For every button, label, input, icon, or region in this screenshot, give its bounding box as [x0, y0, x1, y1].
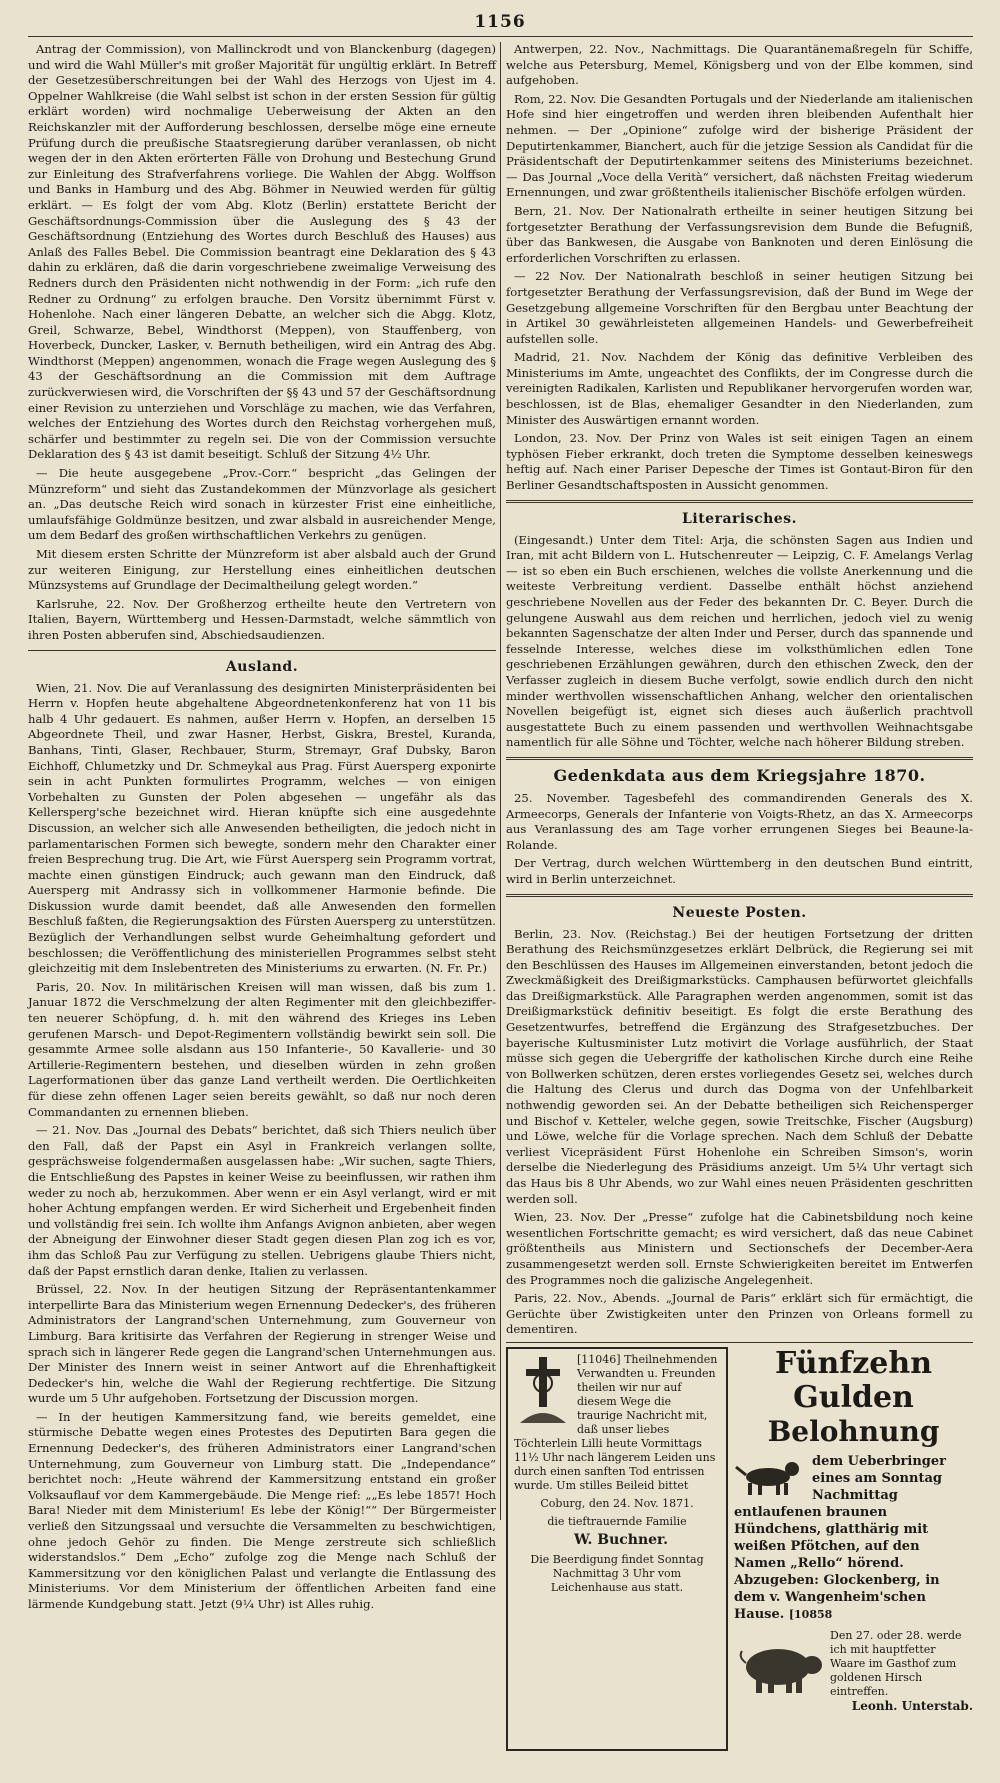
article-paragraph: (Eingesandt.) Unter dem Titel: Arja, die schönsten Sagen aus Indien und Iran, mit acht Bildern von L. Hutschenreuter — Leipzig, C. F. Amelangs Verlag — ist so eben ein Buch erschienen, welches die vollste Anerkennung und die weiteste Verbreitung verdient. Dasselbe enthält höchst anziehend geschriebene Novellen aus der Feder des bekannten Dr. C. Beyer. Durch die gelungene Auswahl aus dem reichen und herrlichen, jedoch viel zu wenig bekannten Sagenschatze der alten Inder und Perser, durch das spannende und fesselnde Interesse, welches diese im volksthümlichen edlen Tone geschriebenen Erzählungen gewähren, durch den ethischen Zweck, den der Verfasser zugleich in diesem Buche verfolgt, sowie endlich durch den nicht minder werthvollen wissenschaftlichen Anhang, welcher den orientalischen Novellen beigefügt ist, eignet sich dieses auch äußerlich prachtvoll ausgestattete Buch zu einem passenden und werthvollen Weihnachtsgabe namentlich für alle Söhne und Töchter, welche nach höherer Bildung streben.: [506, 532, 973, 750]
article-paragraph: Paris, 22. Nov., Abends. „Journal de Paris“ erklärt sich für ermächtigt, die Gerüchte über Zwistigkeiten unter den Prinzen von Orleans formell zu dementiren.: [506, 1291, 973, 1337]
section-rule: [28, 650, 496, 651]
death-notice-name: W. Buchner.: [573, 1531, 669, 1548]
ad-reference: [10858: [788, 1607, 833, 1621]
article-paragraph: Madrid, 21. Nov. Nachdem der König das definitive Verbleiben des Ministeriums im Amte, ungeachtet des Conflikts, der im Congresse durch die vereinigten Radikalen, Karlisten und Republikaner hervorgerufen worden war, beschlossen, ist de Blas, ehemaliger Gesandter in den Niederlanden, zum Minister des Auswärtigen ernannt worden.: [506, 350, 973, 427]
article-paragraph: Wien, 21. Nov. Die auf Veranlassung des designirten Ministerpräsidenten bei Herrn v. Hopfen heute abgehaltene Abgeordnetenkonferenz hat von 11 bis halb 4 Uhr gedauert. Es nahmen, außer Herrn v. Hopfen, an derselben 15 Abgeordnete Theil, und zwar Hasner, Herbst, Giskra, Brestel, Kuranda, Banhans, Tinti, Glaser, Rechbauer, Sturm, Stremayr, Graf Dubsky, Baron Eichhoff, Chlumetzky und Dr. Schmeykal aus Prag. Fürst Auersperg exponirte sein in acht Punkten formulirtes Programm, welches — von einigen Vorbehalten zu Gunsten der Polen abgesehen — ungefähr als das Kellersperg'sche bezeichnet wird. Hieran knüpfte sich eine ausgedehnte Discussion, an welcher sich alle Anwesenden betheiligten, die jedoch nicht in parlamentarischen Formen sich bewegte, sondern mehr den Charakter einer freien Besprechung trug. Die Art, wie Fürst Auersperg sein Programm vortrat, machte einen günstigen Eindruck; auch gewann man den Eindruck, daß Auersperg mit Andrassy sich in vollkommener Harmonie befinde. Die Diskussion wurde damit beendet, daß alle Anwesenden den formellen Beschluß faßten, die Regierungsaktion des Fürsten Auersperg zu unterstützen. Bezüglich der Verhandlungen selbst wurde Geheimhaltung gefordert und beschlossen; die Veröffentlichung des ministeriellen Programmes selbst steht gleichzeitig mit dem Inslebentreten des Ministeriums zu erwarten. (N. Fr. Pr.): [28, 680, 496, 976]
advertisement-area: [506, 1342, 973, 1783]
section-rule: [506, 894, 973, 897]
section-heading-ausland: Ausland.: [225, 658, 299, 675]
death-notice-place: Coburg, den 24. Nov. 1871.: [540, 1496, 694, 1510]
article-paragraph: Der Vertrag, durch welchen Württemberg in den deutschen Bund eintritt, wird in Berlin unterzeichnet.: [506, 856, 973, 886]
reward-subheadline: Belohnung: [767, 1414, 940, 1448]
section-heading-literarisches: Literarisches.: [682, 510, 797, 527]
section-rule: [506, 757, 973, 760]
death-notice-family: die tieftrauernde Familie: [547, 1514, 687, 1528]
article-paragraph: — 22 Nov. Der Nationalrath beschloß in seiner heutigen Sitzung bei fortgesetzter Berathung der Verfassungsrevision, daß der Bund im Wege der Gesetzgebung allgemeine Vorschriften für den Bergbau unter Beachtung der in Artikel 30 gewährleisteten allgemeinen Handels- und Gewerbefreiheit aufstellen solle.: [506, 269, 973, 346]
reward-headline: Fünfzehn Gulden: [774, 1345, 933, 1415]
article-paragraph: — In der heutigen Kammersitzung fand, wie bereits gemeldet, eine stürmische Debatte wegen eines Protestes des Deputirten Bara gegen die Ernennung Dedecker's, des früheren Administrators einer Langrand'schen Unternehmung, zum Gouverneur von Limburg statt. Die „Independance“ berichtet noch: „Heute während der Kammersitzung entstand ein großer Volksauflauf vor dem Kammergebäude. Die Menge rief: „„Es lebe 1857! Hoch Bara! Nieder mit dem Ministerium! Es lebe der König!““ Der Bürgermeister verließ den Sitzungssaal und versuchte die Versammelten zu beschwichtigen, ohne jedoch Gehör zu finden. Die Menge zerstreute sich schließlich widerstandslos.“ Dem „Echo“ zufolge zog die Menge nach Schluß der Kammersitzung vor den königlichen Palast und verlangte die Entlassung des Ministeriums. Vor dem Ministerium der öffentlichen Arbeiten fand eine lärmende Kundgebung statt. Jetzt (9¼ Uhr) ist Alles ruhig.: [28, 1409, 496, 1611]
left-column: [28, 42, 496, 1611]
article-paragraph: Karlsruhe, 22. Nov. Der Großherzog ertheilte heute den Vertretern von Italien, Bayern, Württemberg und Hessen-Darmstadt, welche sämmtlich von ihren Posten abberufen sind, Abschiedsaudienzen.: [28, 596, 496, 642]
article-paragraph: Mit diesem ersten Schritte der Münzreform ist aber alsbald auch der Grund zur weiteren Einigung, zur Herstellung eines einheitlichen deutschen Münzsystems auf Grundlage der Decimaltheilung gelegt worden.“: [28, 547, 496, 593]
article-paragraph: 25. November. Tagesbefehl des commandirenden Generals des X. Armeecorps, Generals der Infanterie von Voigts-Rhetz, an das X. Armeecorps aus Veranlassung des am Tage vorher errungenen Sieges bei Beaune-la-Rolande.: [506, 790, 973, 852]
article-paragraph: — Die heute ausgegebene „Prov.-Corr.“ bespricht „das Gelingen der Münzreform“ und sieht das Zustandekommen der Münzvorlage als gesichert an. „Das deutsche Reich wird sonach in kürzester Frist eine einheitliche, umlaufsfähige Goldmünze besitzen, und zwar alsbald in ausreichender Menge, um dem Bedarf des großen wirthschaftlichen Verkehrs zu genügen.: [28, 466, 496, 543]
article-paragraph: Rom, 22. Nov. Die Gesandten Portugals und der Niederlande am italienischen Hofe sind hier eingetroffen und werden ihren bleibenden Aufenthalt hier nehmen. — Der „Opinione“ zufolge wird der bisherige Präsident der Deputirtenkammer, Bianchert, auch für die jetzige Session als Candidat für die Präsidentschaft der Deputirtenkammer seitens des Ministeriums bezeichnet. — Das Journal „Voce della Verità“ versichert, daß nächsten Freitag wiederum Ernennungen, und zwar größtentheils italienischer Bischöfe erfolgen würden.: [506, 91, 973, 200]
article-paragraph: — 21. Nov. Das „Journal des Debats“ berichtet, daß sich Thiers neulich über den Fall, daß der Papst ein Asyl in Frankreich verlangen sollte, gesprächsweise folgendermaßen ausgelassen habe: „Wir suchen, sagte Thiers, die Entschließung des Papstes in keiner Weise zu beeinflussen, wir rathen ihm weder zu noch ab, herzukommen. Aber wenn er ein Asyl verlangt, wird er mit hoher Achtung empfangen werden. Er wird Sicherheit und Ergebenheit finden und vollständig frei sein. Ich wollte ihm Anfangs Avignon anbieten, aber wegen der Abneigung der Einwohner dieser Stadt gegen diesen Plan zog ich es vor, ihm das Schloß Pau zur Verfügung zu stellen. Uebrigens glaube Thiers nicht, daß der Papst ernstlich daran denke, Italien zu verlassen.: [28, 1123, 496, 1278]
gedenkdata-section: [506, 766, 973, 888]
reward-ad: [734, 1347, 973, 1779]
death-notice-ad: [506, 1347, 728, 1751]
livestock-notice-text: Den 27. oder 28. werde ich mit hauptfetter Waare im Gasthof zum goldenen Hirsch eintreffen.: [830, 1628, 962, 1698]
article-paragraph: Brüssel, 22. Nov. In der heutigen Sitzung der Repräsentantenkammer interpellirte Bara das Ministerium wegen Ernennung Dedecker's, des früheren Administrators der Langrand'schen Unternehmung, zum Gouverneur von Limburg. Bara kritisirte das Verfahren der Regierung in strenger Weise und sprach sich in längerer Rede gegen die Langrand'schen Unternehmungen aus. Der Minister des Innern weist in seiner Antwort auf die Ehrenhaftigkeit Dedecker's hin, welche die Wahl der Regierung rechtfertige. Die Sitzung wurde um 5 Uhr aufgehoben. Fortsetzung der Discussion morgen.: [28, 1282, 496, 1406]
death-notice-text: Theilnehmenden Verwandten u. Freunden theilen wir nur auf diesem Wege die traurige Nachricht mit, daß unser liebes Töchterlein Lilli heute Vormittags 11½ Uhr nach längerem Leiden uns durch einen sanften Tod entrissen wurde. Um stilles Beileid bittet: [514, 1352, 718, 1492]
livestock-notice-signature: Leonh. Unterstab.: [851, 1698, 973, 1713]
ad-reference: [11046]: [577, 1352, 621, 1366]
article-paragraph: Paris, 20. Nov. In militärischen Kreisen will man wissen, daß bis zum 1. Januar 1872 die Verschmelzung der alten Regimenter mit den gleichbezifferten neuerer Schöpfung, d. h. mit den während des Krieges ins Leben gerufenen Marsch- und Depot-Regimentern vollständig bewirkt sein soll. Die gesammte Armee solle alsdann aus 150 Infanterie-, 50 Kavallerie- und 30 Artillerie-Regimentern bestehen, und dieselben würden in zehn großen Lagerformationen über das ganze Land vertheilt werden. Die Oertlichkeiten für diese zehn offenen Lager seien bereits gewählt, so daß nur noch deren Commandanten zu ernennen blieben.: [28, 979, 496, 1119]
article-paragraph: Bern, 21. Nov. Der Nationalrath ertheilte in seiner heutigen Sitzung bei fortgesetzter Berathung der Verfassungsrevision dem Bunde die Befugniß, über das Bankwesen, die Ausgabe von Banknoten und deren Einlösung die erforderlichen Vorschriften zu erlassen.: [506, 203, 973, 265]
right-column: [506, 42, 973, 1713]
dog-icon: [734, 1455, 806, 1497]
header-rule: [28, 36, 973, 37]
article-paragraph: London, 23. Nov. Der Prinz von Wales ist seit einigen Tagen an einem typhösen Fieber erkrankt, doch treten die Symptome desselben keineswegs heftig auf. Nach einer Pariser Depesche der Times ist Gontaut-Biron für den Berliner Gesandtschaftsposten in Aussicht genommen.: [506, 431, 973, 493]
death-notice-burial: Die Beerdigung findet Sonntag Nachmittag 3 Uhr vom Leichenhause aus statt.: [530, 1552, 704, 1594]
article-paragraph: Antrag der Commission), von Mallinckrodt und von Blanckenburg (dagegen) und wird die Wahl Müller's mit großer Majorität für ungültig erklärt. In Betreff der Gesetzesüberschreitungen bei der Wahl des Herzogs von Ujest im 4. Oppelner Wahlkreise (die Wahl selbst ist schon in der ersten Session für gültig erklärt worden) wird nochmalige Ueberweisung der Akten an den Reichskanzler mit der Aufforderung beschlossen, derselbe möge eine erneute Prüfung durch die preußische Staatsregierung darüber veranlassen, ob nicht wegen der in den Akten erörterten Fälle von Drohung und Bestechung Grund zur Einleitung des Strafverfahrens vorliege. Die Wahlen der Abgg. Wolffson und Banks in Hamburg und des Abg. Böhmer in Neuwied werden für gültig erklärt. — Es folgt der vom Abg. Klotz (Berlin) erstattete Bericht der Geschäftsordnungs-Commission über die Auslegung des § 43 der Geschäftsordnung (Entziehung des Wortes durch Beschluß des Hauses) aus Anlaß des Falles Bebel. Die Commission beantragt eine Deklaration des § 43 dahin zu erklären, daß die darin vorgeschriebene zweimalige Verweisung des Redners durch den Präsidenten nicht nothwendig in der Form: „ich rufe den Redner zu Ordnung“ zu erfolgen brauche. Den Vorsitz übernimmt Fürst v. Hohenlohe. Nach einer längeren Debatte, an welcher sich die Abgg. Klotz, Greil, Schwarze, Bebel, Windthorst (Meppen), von Stauffenberg, von Hoverbeck, Duncker, Lasker, v. Bernuth betheiligen, wird ein Antrag des Abg. Windthorst (Meppen) angenommen, wonach die Frage wegen Auslegung des § 43 der Geschäftsordnung an die Commission mit dem Auftrage zurückverwiesen wird, die Vorschriften der §§ 43 und 57 der Geschäftsordnung einer Revision zu unterziehen und Vorschläge zu machen, wie das Verfahren, welches der Entziehung des Wortes durch den Reichstag vorhergehen muß, schärfer und bestimmter zu regeln sei. Die von der Commission versuchte Deklaration des § 43 ist damit beseitigt. Schluß der Sitzung 4½ Uhr.: [28, 42, 496, 462]
memorial-cross-icon: [514, 1353, 572, 1425]
section-rule: [506, 500, 973, 503]
article-paragraph: Berlin, 23. Nov. (Reichstag.) Bei der heutigen Fortsetzung der dritten Berathung des Reichsmünzgesetzes erklärt Delbrück, die Regierung sei mit den Beschlüssen des Hauses im Allgemeinen einverstanden, betont jedoch die Zweckmäßigkeit des Dreißigmarkstücks. Camphausen befürwortet gleichfalls das Dreißigmarkstück. Alle Paragraphen werden angenommen, somit ist das Dreißigmarkstück definitiv beseitigt. Es folgt die erste Berathung des Gesetzentwurfes, betreffend die Ergänzung des Strafgesetzbuches. Der bayerische Kultusminister Lutz motivirt die Vorlage ausführlich, der Staat müsse sich gegen die Uebergriffe der katholischen Kirche durch eine Reihe von Bollwerken schützen, deren erstes vorliegendes Gesetz sei, welches durch die Haltung des Clerus und durch das Dogma von der Unfehlbarkeit nothwendig geworden sei. An der Debatte betheiligen sich Reichensperger und Bischof v. Ketteler, welche gegen, sowie Treitschke, Fischer (Augsburg) und Löwe, welche für die Vorlage sprechen. Nach dem Schluß der Debatte verliest Vicepräsident Fürst Hohenlohe ein Schreiben Simson's, worin derselbe die Niederlegung des Präsidiums anzeigt. Um 5¼ Uhr vertagt sich das Haus bis 8 Uhr Abends, wo zur Wahl eines neuen Präsidenten geschritten werden soll.: [506, 926, 973, 1206]
page-number: 1156: [474, 12, 526, 32]
column-divider: [500, 42, 501, 1520]
article-paragraph: Wien, 23. Nov. Der „Presse“ zufolge hat die Cabinetsbildung noch keine wesentlichen Fortschritte gemacht; es wird versichert, daß das neue Cabinet größtentheils aus Ministern und Sectionschefs der December-Aera zusammengesetzt werden soll. Ernste Schwierigkeiten bereitet im Entwerfen des Programmes noch die galizische Angelegenheit.: [506, 1210, 973, 1287]
section-heading-neueste-posten: Neueste Posten.: [672, 904, 807, 921]
reward-text: dem Ueberbringer eines am Sonntag Nachmittag entlaufenen braunen Hündchens, glatthärig mit weißen Pfötchen, auf den Namen „Rello“ hörend. Abzugeben: Glockenberg, in dem v. Wangenheim'schen Hause.: [734, 1453, 946, 1622]
pig-icon: [734, 1633, 824, 1697]
article-paragraph: Antwerpen, 22. Nov., Nachmittags. Die Quarantänemaßregeln für Schiffe, welche aus Petersburg, Memel, Königsberg und von der Elbe kommen, sind aufgehoben.: [506, 42, 973, 88]
section-heading-gedenkdata: Gedenkdata aus dem Kriegsjahre 1870.: [553, 765, 926, 785]
